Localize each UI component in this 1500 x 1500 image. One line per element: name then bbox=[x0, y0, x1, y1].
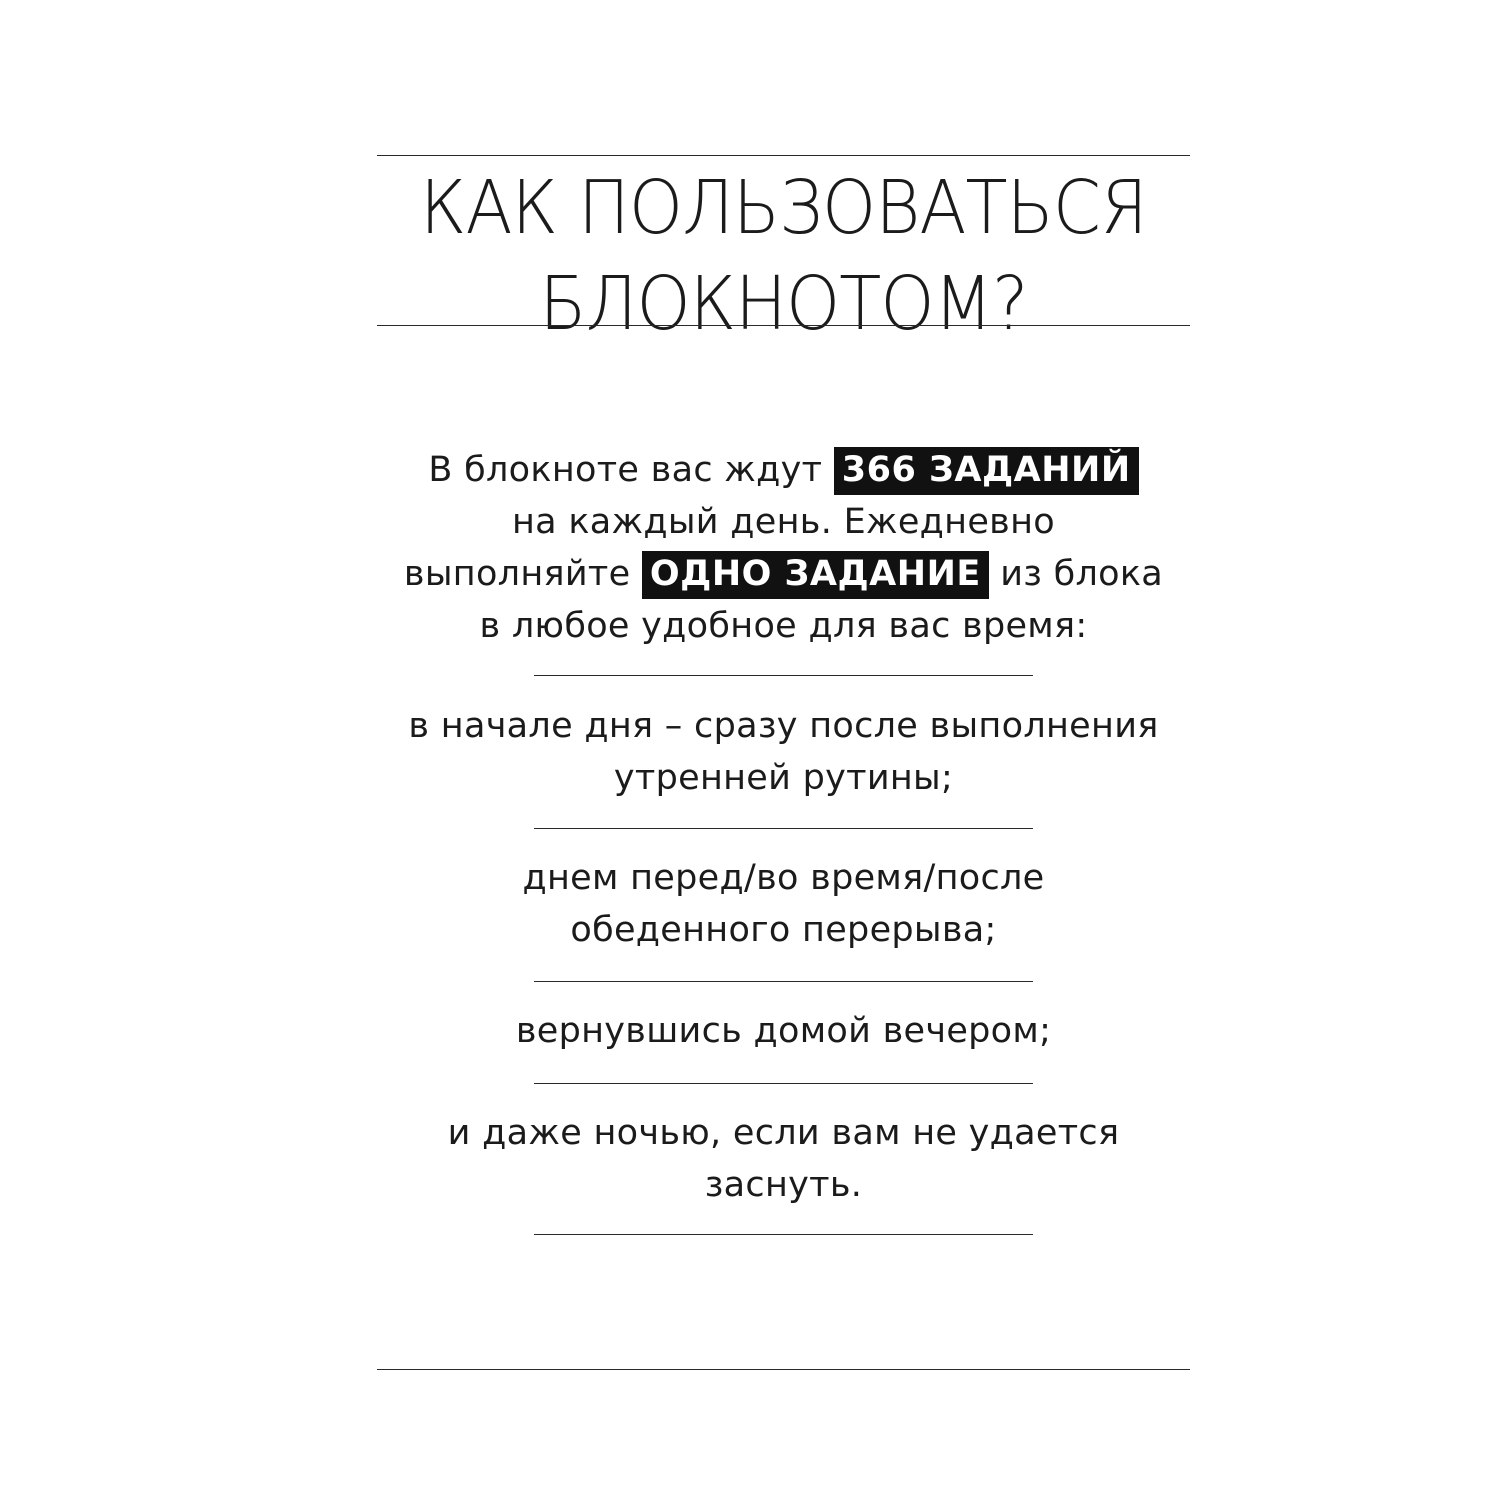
option-night bbox=[300, 1107, 1267, 1211]
title-top-rule bbox=[377, 155, 1190, 156]
intro-line-4: в любое удобное для вас время: bbox=[479, 606, 1088, 646]
intro-line-1-text: В блокноте вас ждут bbox=[428, 450, 823, 490]
page-title-line-2: БЛОКНОТОМ? bbox=[539, 261, 1028, 347]
option-lunch-line-1: днем перед/во время/после bbox=[522, 858, 1045, 898]
option-morning-line-1: в начале дня – сразу после выполнения bbox=[408, 706, 1159, 746]
option-evening-line-1: вернувшись домой вечером; bbox=[515, 1011, 1052, 1051]
intro-line-3-post: из блока bbox=[1000, 554, 1164, 594]
title-bottom-rule bbox=[377, 325, 1190, 326]
option-morning bbox=[300, 700, 1267, 804]
intro-paragraph bbox=[300, 444, 1267, 652]
divider-4 bbox=[534, 1083, 1033, 1084]
option-night-line-2: заснуть. bbox=[704, 1165, 863, 1205]
tasks-count-highlight: 366 ЗАДАНИЙ bbox=[834, 447, 1139, 495]
page-title bbox=[405, 160, 1161, 352]
intro-line-2: на каждый день. Ежедневно bbox=[512, 502, 1055, 542]
divider-5 bbox=[534, 1234, 1033, 1235]
page-title-line-1: КАК ПОЛЬЗОВАТЬСЯ bbox=[420, 165, 1147, 251]
divider-2 bbox=[534, 828, 1033, 829]
option-night-line-1: и даже ночью, если вам не удается bbox=[447, 1113, 1120, 1153]
divider-3 bbox=[534, 981, 1033, 982]
option-morning-line-2: утренней рутины; bbox=[613, 758, 954, 798]
intro-line-3 bbox=[300, 548, 1267, 600]
intro-line-1 bbox=[300, 444, 1267, 496]
option-lunch bbox=[300, 852, 1267, 956]
option-evening bbox=[300, 1005, 1267, 1057]
divider-1 bbox=[534, 675, 1033, 676]
option-lunch-line-2: обеденного перерыва; bbox=[570, 910, 997, 950]
page-bottom-rule bbox=[377, 1369, 1190, 1370]
intro-line-3-pre: выполняйте bbox=[403, 554, 631, 594]
one-task-highlight: ОДНО ЗАДАНИЕ bbox=[642, 551, 989, 599]
